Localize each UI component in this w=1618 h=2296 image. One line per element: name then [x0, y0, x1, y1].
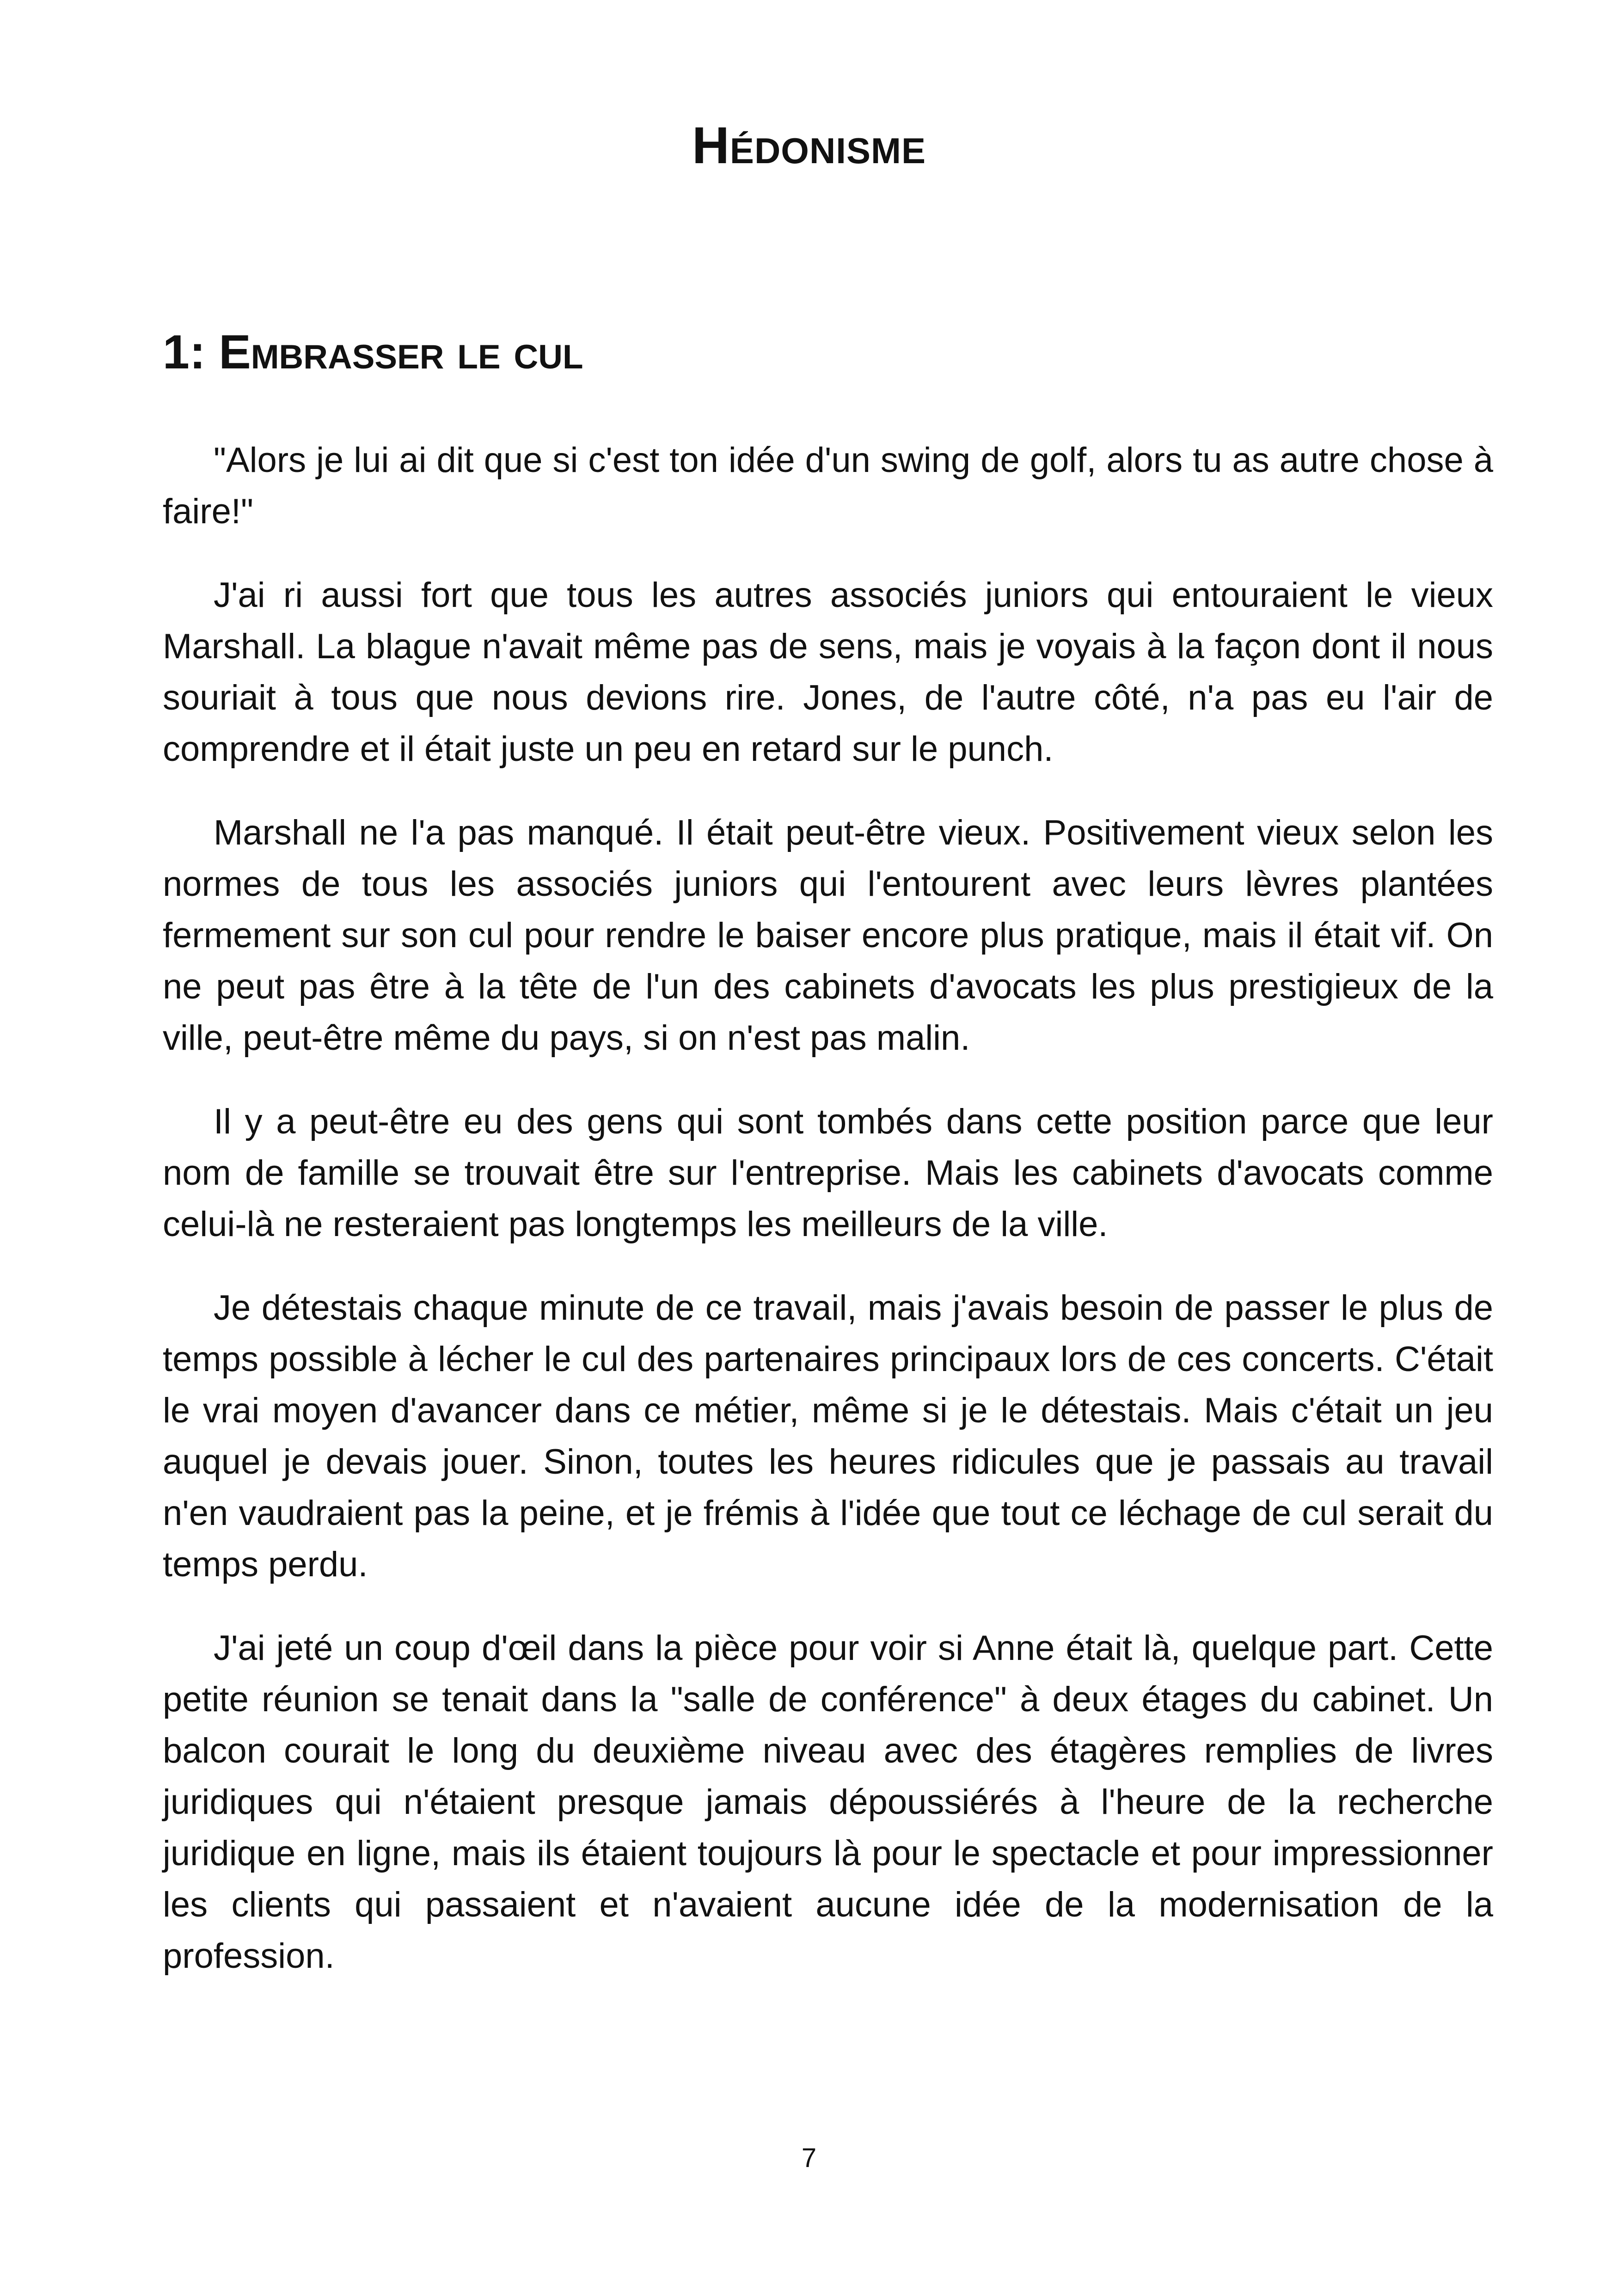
paragraph: "Alors je lui ai dit que si c'est ton idée d'un swing de golf, alors tu as autre chose à faire!" — [163, 441, 1493, 531]
chapter-title: 1: Embrasser le cul — [163, 325, 583, 379]
body-text — [163, 435, 1493, 2014]
paragraph: Je détestais chaque minute de ce travail, mais j'avais besoin de passer le plus de temps possible à lécher le cul des partenaires principaux lors de ces concerts. C'était le vrai moyen d'avancer dans ce métier, même si je le détestais. Mais c'était un jeu auquel je devais jouer. Sinon, toutes les heures ridicules que je passais au travail n'en vaudraient pas la peine, et je frémis à l'idée que tout ce léchage de cul serait du temps perdu. — [163, 1288, 1493, 1584]
paragraph: Marshall ne l'a pas manqué. Il était peut-être vieux. Positivement vieux selon les normes de tous les associés juniors qui l'entourent avec leurs lèvres plantées fermement sur son cul pour rendre le baiser encore plus pratique, mais il était vif. On ne peut pas être à la tête de l'un des cabinets d'avocats les plus prestigieux de la ville, peut-être même du pays, si on n'est pas malin. — [163, 813, 1493, 1058]
page-number: 7 — [801, 2143, 817, 2173]
paragraph: J'ai ri aussi fort que tous les autres associés juniors qui entouraient le vieux Marshall. La blague n'avait même pas de sens, mais je voyais à la façon dont il nous souriait à tous que nous devions rire. Jones, de l'autre côté, n'a pas eu l'air de comprendre et il était juste un peu en retard sur le punch. — [163, 576, 1493, 769]
book-title: Hédonisme — [692, 116, 926, 174]
paragraph: Il y a peut-être eu des gens qui sont tombés dans cette position parce que leur nom de famille se trouvait être sur l'entreprise. Mais les cabinets d'avocats comme celui-là ne resteraient pas longtemps les meilleurs de la ville. — [163, 1102, 1493, 1244]
paragraph: J'ai jeté un coup d'œil dans la pièce pour voir si Anne était là, quelque part. Cette petite réunion se tenait dans la "salle de conférence" à deux étages du cabinet. Un balcon courait le long du deuxième niveau avec des étagères remplies de livres juridiques qui n'étaient presque jamais dépoussiérés à l'heure de la recherche juridique en ligne, mais ils étaient toujours là pour le spectacle et pour impressionner les clients qui passaient et n'avaient aucune idée de la modernisation de la profession. — [163, 1629, 1493, 1976]
